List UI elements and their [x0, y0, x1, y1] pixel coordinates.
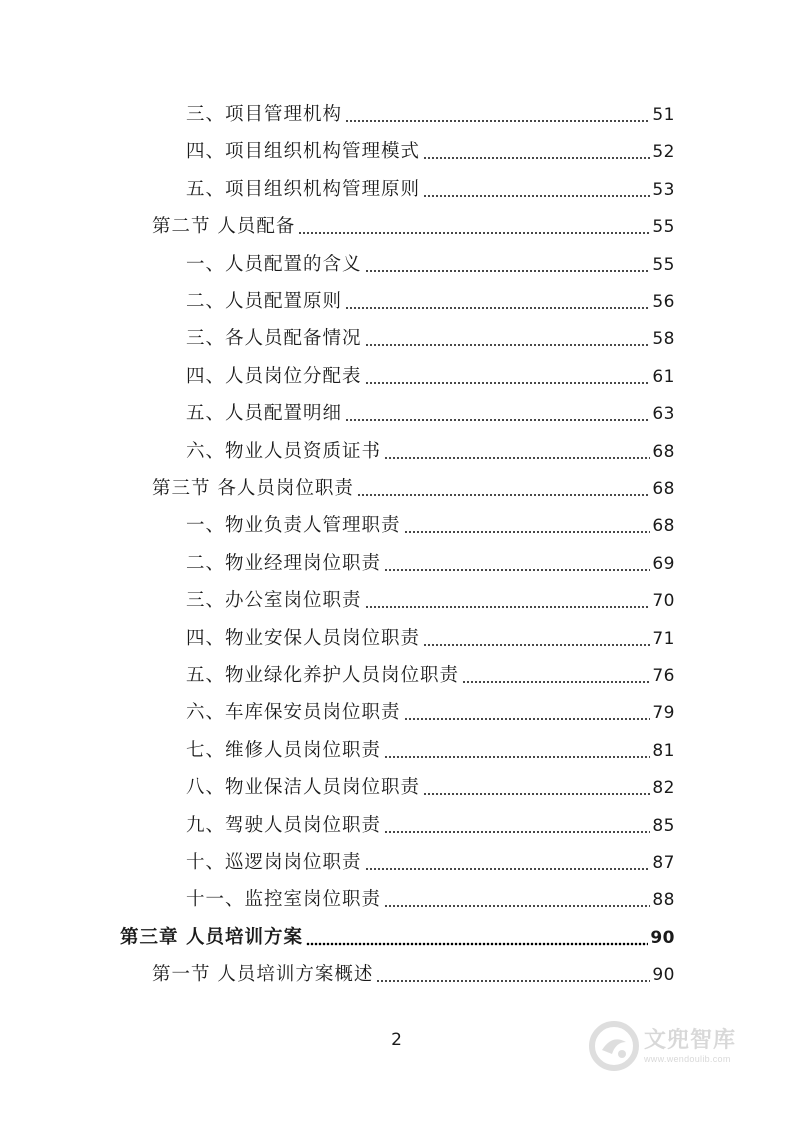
- toc-entry-page: 51: [652, 105, 675, 125]
- toc-entry-page: 79: [652, 703, 675, 723]
- toc-entry-page: 56: [652, 292, 675, 312]
- toc-entry[interactable]: [186, 736, 675, 766]
- toc-leader-dots: [384, 811, 650, 841]
- toc-entry-page: 85: [652, 816, 675, 836]
- toc-entry-title: 一、人员配置的含义: [186, 254, 362, 275]
- toc-entry-title: 四、物业安保人员岗位职责: [186, 628, 421, 649]
- toc-entry[interactable]: [120, 923, 675, 953]
- toc-entry-page: 52: [652, 142, 675, 162]
- toc-entry[interactable]: [186, 250, 675, 280]
- page-number: 2: [391, 1030, 402, 1050]
- toc-entry-page: 71: [652, 629, 675, 649]
- watermark-text: [644, 1028, 736, 1065]
- toc-leader-dots: [365, 250, 651, 280]
- toc-entry-page: 55: [652, 255, 675, 275]
- toc-leader-dots: [384, 549, 650, 579]
- toc-entry[interactable]: [186, 848, 675, 878]
- toc-entry[interactable]: [186, 511, 675, 541]
- toc-entry-page: 69: [652, 554, 675, 574]
- toc-entry[interactable]: [186, 624, 675, 654]
- toc-entry-title: 一、物业负责人管理职责: [186, 515, 401, 536]
- toc-leader-dots: [384, 437, 650, 467]
- toc-leader-dots: [404, 698, 651, 728]
- watermark: [588, 1018, 758, 1074]
- toc-leader-dots: [298, 212, 650, 242]
- toc-leader-dots: [376, 960, 650, 990]
- toc-entry-page: 58: [652, 329, 675, 349]
- toc-entry-page: 76: [652, 666, 675, 686]
- toc-entry-page: 81: [652, 741, 675, 761]
- toc-entry[interactable]: [186, 287, 675, 317]
- toc-entry[interactable]: [186, 549, 675, 579]
- toc-entry-title: 三、项目管理机构: [186, 104, 343, 125]
- toc-leader-dots: [365, 362, 651, 392]
- toc-entry-title: 十一、监控室岗位职责: [186, 889, 382, 910]
- toc-entry[interactable]: [186, 698, 675, 728]
- toc-entry[interactable]: [186, 773, 675, 803]
- toc-entry[interactable]: [186, 661, 675, 691]
- toc-entry-title: 第二节 人员配备: [152, 216, 296, 237]
- toc-entry[interactable]: [186, 100, 675, 130]
- toc-entry-title: 九、驾驶人员岗位职责: [186, 815, 382, 836]
- toc-entry-title: 八、物业保洁人员岗位职责: [186, 777, 421, 798]
- toc-leader-dots: [345, 287, 650, 317]
- toc-leader-dots: [345, 399, 650, 429]
- toc-entry-title: 第三章 人员培训方案: [120, 927, 303, 948]
- toc-leader-dots: [423, 773, 650, 803]
- toc-entry-page: 55: [652, 217, 675, 237]
- toc-leader-dots: [365, 848, 651, 878]
- toc-entry-page: 82: [652, 778, 675, 798]
- toc-entry-title: 六、车库保安员岗位职责: [186, 702, 401, 723]
- toc-entry-page: 87: [652, 853, 675, 873]
- toc-entry[interactable]: [186, 885, 675, 915]
- toc-entry-title: 第三节 各人员岗位职责: [152, 478, 354, 499]
- toc-entry-title: 七、维修人员岗位职责: [186, 740, 382, 761]
- toc-entry[interactable]: [186, 362, 675, 392]
- toc-entry-title: 十、巡逻岗岗位职责: [186, 852, 362, 873]
- toc-entry-title: 三、各人员配备情况: [186, 328, 362, 349]
- toc-entry-title: 五、项目组织机构管理原则: [186, 179, 421, 200]
- watermark-name: 文兜智库: [644, 1027, 737, 1053]
- toc-entry[interactable]: [186, 399, 675, 429]
- toc-entry-page: 88: [652, 890, 675, 910]
- toc-entry-title: 二、人员配置原则: [186, 291, 343, 312]
- wendou-logo-icon: [588, 1020, 640, 1072]
- toc-entry-title: 第一节 人员培训方案概述: [152, 964, 374, 985]
- toc-entry[interactable]: [186, 811, 675, 841]
- toc-leader-dots: [423, 624, 650, 654]
- toc-leader-dots: [365, 586, 651, 616]
- toc-entry-page: 90: [650, 928, 675, 948]
- toc-entry-title: 六、物业人员资质证书: [186, 441, 382, 462]
- toc-entry[interactable]: [186, 586, 675, 616]
- toc-entry-title: 五、人员配置明细: [186, 403, 343, 424]
- toc-leader-dots: [365, 324, 651, 354]
- toc-leader-dots: [345, 100, 650, 130]
- toc-entry-title: 三、办公室岗位职责: [186, 590, 362, 611]
- toc-entry-page: 53: [652, 180, 675, 200]
- toc-leader-dots: [357, 474, 650, 504]
- watermark-url: www.wendoulib.com: [644, 1053, 731, 1064]
- toc-entry-title: 二、物业经理岗位职责: [186, 553, 382, 574]
- toc-entry-title: 五、物业绿化养护人员岗位职责: [186, 665, 460, 686]
- toc-leader-dots: [306, 923, 648, 953]
- toc-leader-dots: [462, 661, 650, 691]
- toc-leader-dots: [404, 511, 651, 541]
- toc-entry-page: 61: [652, 367, 675, 387]
- toc-entry[interactable]: [152, 960, 675, 990]
- toc-entry[interactable]: [186, 137, 675, 167]
- toc-entry-page: 70: [652, 591, 675, 611]
- toc-leader-dots: [423, 175, 650, 205]
- toc-leader-dots: [384, 736, 650, 766]
- toc-entry[interactable]: [152, 474, 675, 504]
- toc-entry-page: 68: [652, 516, 675, 536]
- toc-leader-dots: [384, 885, 650, 915]
- toc-entry-page: 90: [652, 965, 675, 985]
- toc-entry[interactable]: [186, 175, 675, 205]
- toc-entry-page: 68: [652, 479, 675, 499]
- toc-entry[interactable]: [186, 437, 675, 467]
- toc-leader-dots: [423, 137, 650, 167]
- toc-entry[interactable]: [152, 212, 675, 242]
- toc-entry-page: 68: [652, 442, 675, 462]
- toc-entry-title: 四、项目组织机构管理模式: [186, 141, 421, 162]
- toc-entry-title: 四、人员岗位分配表: [186, 366, 362, 387]
- toc-entry[interactable]: [186, 324, 675, 354]
- toc-entry-page: 63: [652, 404, 675, 424]
